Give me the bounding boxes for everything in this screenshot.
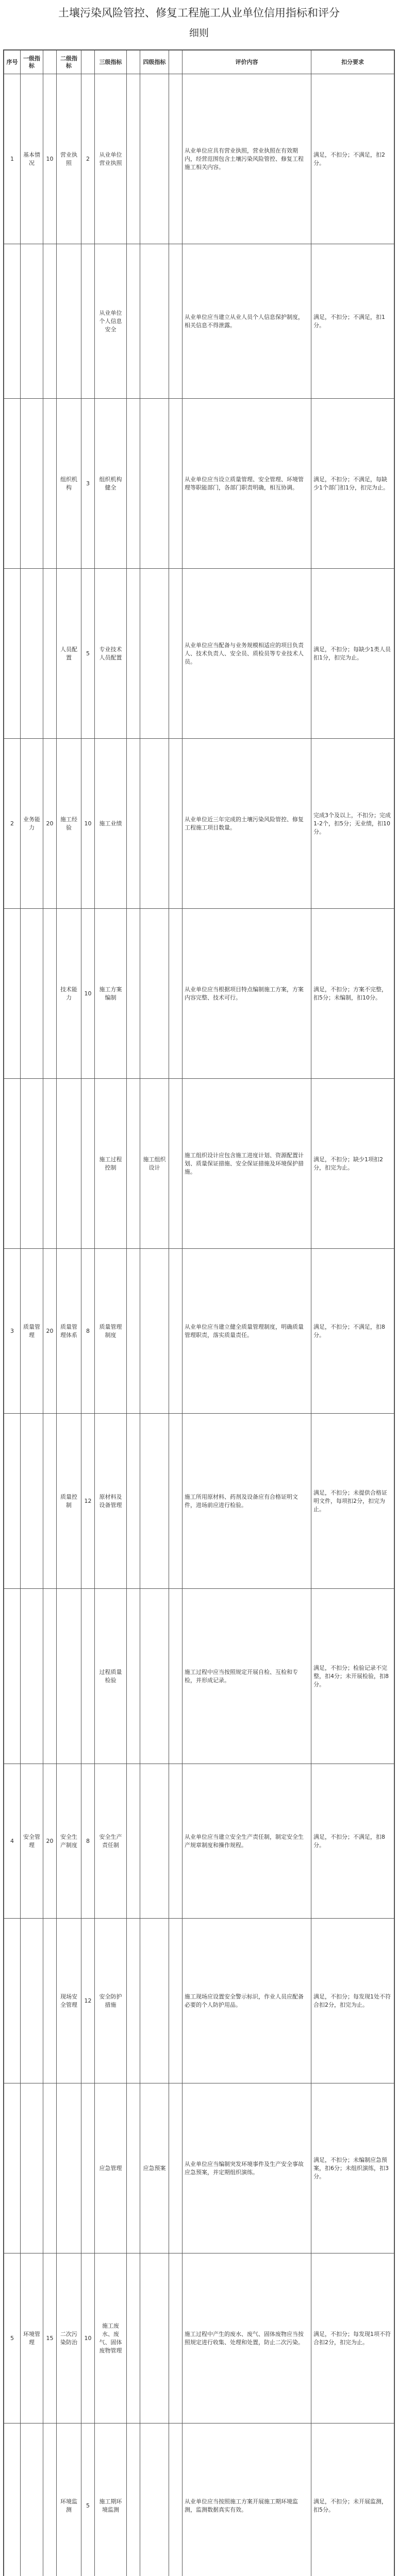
table-cell [169,1249,183,1414]
table-cell: 人员配置 [57,569,81,739]
table-cell [169,569,183,739]
criteria-table [4,50,394,2576]
table-cell [169,909,183,1079]
table-cell: 二次污染防治 [57,2253,81,2424]
table-cell [4,1919,21,2083]
table-cell [21,2083,43,2253]
table-cell [57,1079,81,1249]
header-cell: 四级指标 [140,50,169,74]
table-cell [21,569,43,739]
table-cell [127,1589,140,1764]
table-cell: 原材料及设备管理 [95,1414,127,1589]
table-cell [127,1079,140,1249]
table-cell: 满足，不扣分；不满足，每缺少1个部门扣1分，扣完为止。 [311,399,394,569]
table-cell [127,1414,140,1589]
table-cell: 基本情况 [21,74,43,244]
table-cell: 专业技术人员配置 [95,569,127,739]
table-cell: 业务能力 [21,739,43,909]
table-cell: 从业单位营业执照 [95,74,127,244]
table-row [4,1249,394,1414]
table-cell [4,399,21,569]
table-cell [140,2424,169,2576]
header-cell: 三级指标 [95,50,127,74]
table-cell [4,1589,21,1764]
table-cell: 施工组织设计应包含施工进度计划、资源配置计划、质量保证措施、安全保证措施及环境保护措施。 [183,1079,311,1249]
table-cell [4,2424,21,2576]
table-cell: 安全防护措施 [95,1919,127,2083]
table-cell [140,399,169,569]
table-cell: 10 [81,739,95,909]
table-cell [4,1414,21,1589]
table-cell: 从业单位近三年完成的土壤污染风险管控、修复工程施工项目数量。 [183,739,311,909]
table-cell [140,569,169,739]
table-cell: 施工现场应设置安全警示标识，作业人员应配备必要的个人防护用品。 [183,1919,311,2083]
table-cell [169,1079,183,1249]
table-cell [21,1589,43,1764]
table-cell: 施工过程控制 [95,1079,127,1249]
header-row [4,50,394,74]
table-cell: 5 [4,2253,21,2424]
table-cell: 20 [43,739,57,909]
table-cell [127,909,140,1079]
table-cell: 过程质量检验 [95,1589,127,1764]
table-cell [4,2083,21,2253]
table-cell: 环境管理 [21,2253,43,2424]
table-cell [43,399,57,569]
table-cell [140,1764,169,1919]
table-cell [127,74,140,244]
table-cell: 组织机构健全 [95,399,127,569]
table-cell [4,244,21,399]
table-cell: 施工期环境监测 [95,2424,127,2576]
table-cell: 施工废水、废气、固体废物管理 [95,2253,127,2424]
table-cell: 技术能力 [57,909,81,1079]
table-cell [81,244,95,399]
table-cell [127,1249,140,1414]
table-cell: 满足，不扣分；每发现1处不符合扣2分，扣完为止。 [311,1919,394,2083]
table-cell [21,909,43,1079]
header-cell [127,50,140,74]
table-cell: 20 [43,1764,57,1919]
table-cell: 环境监测 [57,2424,81,2576]
table-row [4,2424,394,2576]
table-cell: 从业单位应当建立从业人员个人信息保护制度，相关信息不得泄露。 [183,244,311,399]
table-cell: 满足，不扣分；检验记录不完整，扣4分；未开展检验，扣8分。 [311,1589,394,1764]
table-cell: 从业单位应当配备与业务规模相适应的项目负责人、技术负责人、安全员、质检员等专业技术人员。 [183,569,311,739]
table-cell: 5 [81,2424,95,2576]
table-cell [43,2424,57,2576]
table-cell: 从业单位应当建立安全生产责任制，制定安全生产规章制度和操作规程。 [183,1764,311,1919]
table-cell: 施工方案编制 [95,909,127,1079]
table-cell [169,244,183,399]
table-cell: 质量管理制度 [95,1249,127,1414]
table-cell: 从业单位应当按照施工方案开展施工期环境监测，监测数据真实有效。 [183,2424,311,2576]
header-cell: 二级指标 [57,50,81,74]
table-cell [127,739,140,909]
table-cell [140,739,169,909]
table-cell [169,2253,183,2424]
table-cell [43,569,57,739]
table-cell: 8 [81,1764,95,1919]
table-cell: 施工组织设计 [140,1079,169,1249]
table-cell [169,1589,183,1764]
table-cell: 施工业绩 [95,739,127,909]
table-cell: 12 [81,1414,95,1589]
table-cell [21,2424,43,2576]
table-cell: 从业单位应当根据项目特点编制施工方案，方案内容完整、技术可行。 [183,909,311,1079]
table-cell [21,399,43,569]
criteria-table-frame [3,49,395,2576]
table-cell [140,1919,169,2083]
table-cell [81,1079,95,1249]
table-cell: 12 [81,1919,95,2083]
table-cell [4,1079,21,1249]
table-cell [169,2424,183,2576]
table-cell: 安全管理 [21,1764,43,1919]
table-cell: 2 [81,74,95,244]
table-row [4,2253,394,2424]
table-row [4,909,394,1079]
table-cell: 20 [43,1249,57,1414]
table-cell [127,244,140,399]
table-cell: 2 [4,739,21,909]
document-title: 土壤污染风险管控、修复工程施工从业单位信用指标和评分 [58,7,340,19]
table-row [4,1764,394,1919]
table-cell: 8 [81,1249,95,1414]
header-cell: 评价内容 [183,50,311,74]
table-cell [140,1249,169,1414]
table-cell: 3 [4,1249,21,1414]
table-cell: 从业单位应当设立质量管理、安全管理、环境管理等职能部门，各部门职责明确，相互协调。 [183,399,311,569]
table-cell: 应急管理 [95,2083,127,2253]
table-cell: 4 [4,1764,21,1919]
table-cell: 安全生产制度 [57,1764,81,1919]
document-subtitle: 细则 [189,27,209,39]
table-cell: 从业单位个人信息安全 [95,244,127,399]
table-cell [43,1919,57,2083]
table-cell: 从业单位应具有营业执照，营业执照在有效期内，经营范围包含土壤污染风险管控、修复工程施工相关内容。 [183,74,311,244]
table-row [4,2083,394,2253]
table-cell [169,1919,183,2083]
table-cell [57,2083,81,2253]
header-cell [81,50,95,74]
table-cell: 满足，不扣分；不满足，扣8分。 [311,1249,394,1414]
table-cell: 满足，不扣分；未提供合格证明文件，每项扣2分，扣完为止。 [311,1414,394,1589]
table-cell: 施工所用原材料、药剂及设备应有合格证明文件，进场前应进行检验。 [183,1414,311,1589]
header-cell: 扣分要求 [311,50,394,74]
table-cell [140,909,169,1079]
table-cell: 满足，不扣分；方案不完整，扣5分；未编制，扣10分。 [311,909,394,1079]
table-cell: 满足，不扣分；未开展监测，扣5分。 [311,2424,394,2576]
table-cell [140,1414,169,1589]
table-cell [127,1919,140,2083]
table-cell [43,1589,57,1764]
table-cell [57,1589,81,1764]
table-cell [21,244,43,399]
table-cell: 3 [81,399,95,569]
table-cell: 质量控制 [57,1414,81,1589]
table-cell [127,1764,140,1919]
table-cell [140,244,169,399]
table-cell: 安全生产责任制 [95,1764,127,1919]
table-cell: 满足，不扣分；每缺少1类人员扣1分，扣完为止。 [311,569,394,739]
header-cell [169,50,183,74]
table-row [4,399,394,569]
table-cell [169,399,183,569]
table-cell: 满足，不扣分；不满足，扣8分。 [311,1764,394,1919]
table-cell: 15 [43,2253,57,2424]
table-cell: 营业执照 [57,74,81,244]
table-cell: 完成3个及以上，不扣分；完成1-2个，扣5分；无业绩，扣10分。 [311,739,394,909]
table-row [4,1079,394,1249]
table-cell [169,74,183,244]
table-cell: 现场安全管理 [57,1919,81,2083]
table-cell: 满足，不扣分；每发现1项不符合扣2分，扣完为止。 [311,2253,394,2424]
table-cell: 从业单位应当建立健全质量管理制度，明确质量管理职责，落实质量责任。 [183,1249,311,1414]
table-cell [81,2083,95,2253]
table-cell [21,1079,43,1249]
table-cell [43,244,57,399]
table-cell: 质量管理 [21,1249,43,1414]
table-cell: 施工经验 [57,739,81,909]
table-cell [127,399,140,569]
table-row [4,1414,394,1589]
table-cell: 1 [4,74,21,244]
table-cell: 10 [81,909,95,1079]
table-cell: 从业单位应当编制突发环境事件及生产安全事故应急预案，并定期组织演练。 [183,2083,311,2253]
table-cell [21,1919,43,2083]
table-cell [169,2083,183,2253]
table-cell [127,569,140,739]
table-cell [169,739,183,909]
table-cell: 满足，不扣分；不满足，扣1分。 [311,244,394,399]
table-cell [127,2083,140,2253]
header-cell: 一级指标 [21,50,43,74]
table-cell [140,74,169,244]
table-cell: 满足，不扣分；缺少1项扣2分，扣完为止。 [311,1079,394,1249]
table-row [4,739,394,909]
table-row [4,569,394,739]
table-cell [169,1764,183,1919]
table-cell [140,2253,169,2424]
table-cell [43,2083,57,2253]
table-cell: 施工过程中产生的废水、废气、固体废物应当按照规定进行收集、处理和处置，防止二次污染。 [183,2253,311,2424]
table-cell [21,1414,43,1589]
table-cell [127,2424,140,2576]
table-cell: 5 [81,569,95,739]
table-cell [57,244,81,399]
table-cell [4,569,21,739]
table-cell: 质量管理体系 [57,1249,81,1414]
table-cell: 10 [81,2253,95,2424]
table-cell [169,1414,183,1589]
table-row [4,244,394,399]
table-cell: 应急预案 [140,2083,169,2253]
table-cell: 满足，不扣分；不满足，扣2分。 [311,74,394,244]
table-cell: 组织机构 [57,399,81,569]
table-cell: 满足，不扣分；未编制应急预案，扣6分；未组织演练，扣3分。 [311,2083,394,2253]
table-cell [81,1589,95,1764]
header-cell: 序号 [4,50,21,74]
table-cell [43,909,57,1079]
table-cell [127,2253,140,2424]
table-cell [43,1079,57,1249]
table-cell: 施工过程中应当按照规定开展自检、互检和专检，并形成记录。 [183,1589,311,1764]
table-cell [140,1589,169,1764]
table-cell [43,1414,57,1589]
table-row [4,1919,394,2083]
table-row [4,74,394,244]
table-row [4,1589,394,1764]
table-cell: 10 [43,74,57,244]
table-cell [4,909,21,1079]
header-cell [43,50,57,74]
